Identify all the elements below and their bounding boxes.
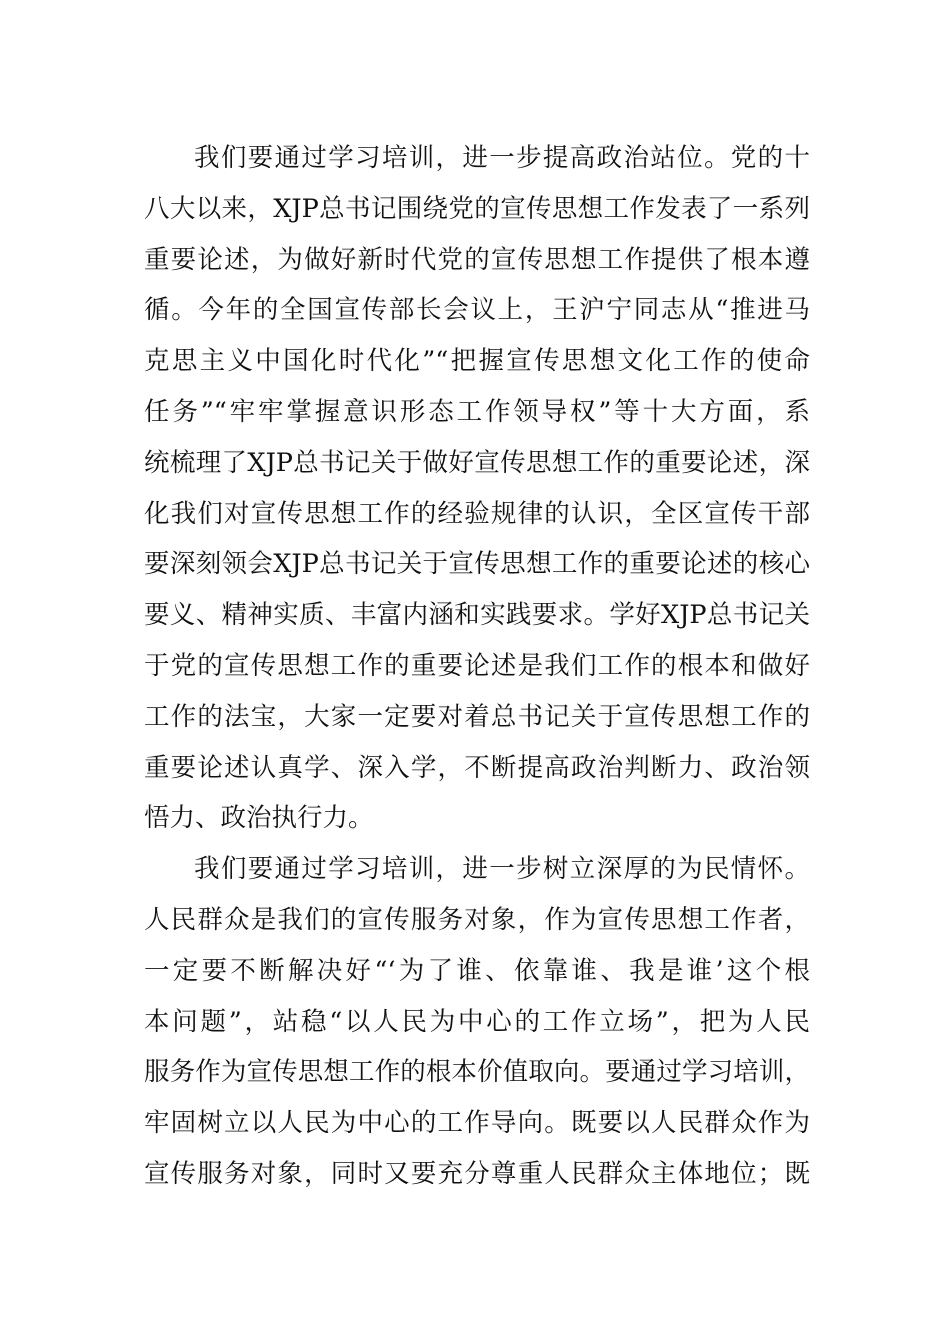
paragraph-2-line-4: 本问题”，站稳“以人民为中心的工作立场”，把为人民 bbox=[144, 1006, 810, 1037]
paragraph-1-line-7: 统梳理了XJP总书记关于做好宣传思想工作的重要论述，深 bbox=[144, 447, 810, 478]
paragraph-1-line-13: 重要论述认真学、深入学，不断提高政治判断力、政治领 bbox=[144, 752, 810, 783]
paragraph-1-line-8: 化我们对宣传思想工作的经验规律的认识，全区宣传干部 bbox=[144, 498, 810, 529]
paragraph-1-line-12: 工作的法宝，大家一定要对着总书记关于宣传思想工作的 bbox=[144, 701, 810, 732]
paragraph-2-line-5: 服务作为宣传思想工作的根本价值取向。要通过学习培训， bbox=[144, 1057, 810, 1088]
paragraph-2-line-2: 人民群众是我们的宣传服务对象，作为宣传思想工作者， bbox=[144, 904, 810, 935]
paragraph-1-line-14: 悟力、政治执行力。 bbox=[144, 803, 374, 834]
paragraph-2-line-7: 宣传服务对象，同时又要充分尊重人民群众主体地位；既 bbox=[144, 1158, 810, 1189]
document-body bbox=[144, 133, 810, 1200]
paragraph-1-line-11: 于党的宣传思想工作的重要论述是我们工作的根本和做好 bbox=[144, 650, 810, 681]
paragraph-1-line-10: 要义、精神实质、丰富内涵和实践要求。学好XJP总书记关 bbox=[144, 600, 810, 631]
paragraph-2-line-6: 牢固树立以人民为中心的工作导向。既要以人民群众作为 bbox=[144, 1108, 810, 1139]
paragraph-1-line-9: 要深刻领会XJP总书记关于宣传思想工作的重要论述的核心 bbox=[144, 549, 810, 580]
paragraph-1-line-2: 八大以来，XJP总书记围绕党的宣传思想工作发表了一系列 bbox=[144, 193, 810, 224]
paragraph-1-line-5: 克思主义中国化时代化”“把握宣传思想文化工作的使命 bbox=[144, 346, 810, 377]
paragraph-2-line-1: 我们要通过学习培训，进一步树立深厚的为民情怀。 bbox=[194, 854, 810, 885]
paragraph-2-line-3: 一定要不断解决好“‘为了谁、依靠谁、我是谁’这个根 bbox=[144, 955, 810, 986]
paragraph-1-line-1: 我们要通过学习培训，进一步提高政治站位。党的十 bbox=[194, 143, 810, 173]
paragraph-1-line-3: 重要论述，为做好新时代党的宣传思想工作提供了根本遵 bbox=[144, 244, 810, 275]
paragraph-1-line-4: 循。今年的全国宣传部长会议上，王沪宁同志从“推进马 bbox=[144, 295, 810, 326]
paragraph-1-line-6: 任务”“牢牢掌握意识形态工作领导权”等十大方面，系 bbox=[144, 396, 810, 427]
